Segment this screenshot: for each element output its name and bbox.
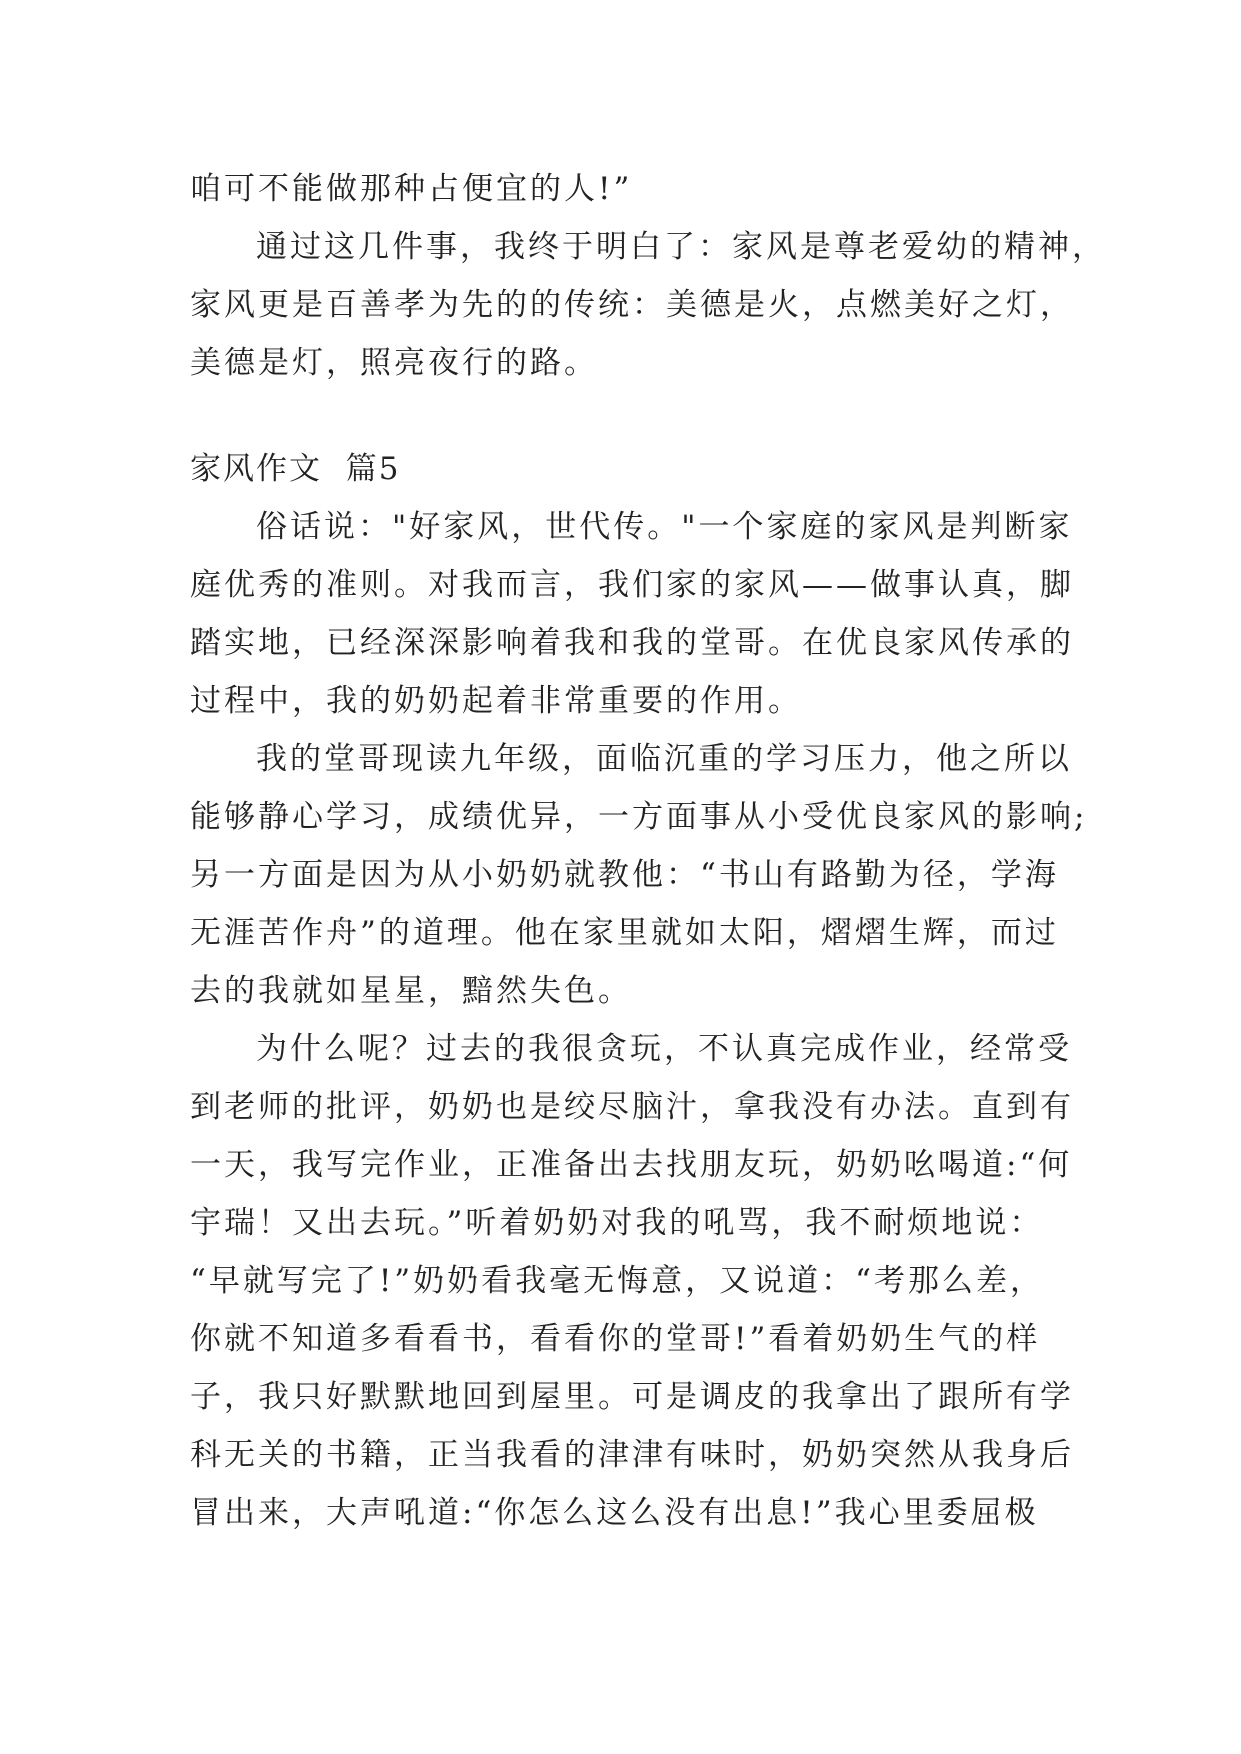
- paragraph-line: 美德是灯，照亮夜行的路。: [190, 345, 598, 381]
- paragraph-line: 能够静心学习，成绩优异，一方面事从小受优良家风的影响;: [190, 799, 1088, 835]
- paragraph-line: 科无关的书籍，正当我看的津津有味时，奶奶突然从我身后: [190, 1437, 1074, 1473]
- section-gap: [190, 392, 1060, 440]
- paragraph-line: 庭优秀的准则。对我而言，我们家的家风——做事认真，脚: [190, 567, 1074, 603]
- paragraph-line: 你就不知道多看看书，看看你的堂哥!”看着奶奶生气的样: [190, 1321, 1041, 1357]
- paragraph-line: 家风更是百善孝为先的的传统：美德是火，点燃美好之灯，: [190, 287, 1074, 323]
- paragraph-line: 到老师的批评，奶奶也是绞尽脑汁，拿我没有办法。直到有: [190, 1089, 1074, 1125]
- paragraph-line: 咱可不能做那种占便宜的人!”: [190, 171, 633, 207]
- paragraph-line: 一天，我写完作业，正准备出去找朋友玩，奶奶吆喝道:“何: [190, 1147, 1073, 1183]
- paragraph-line: “早就写完了!”奶奶看我毫无悔意，又说道：“考那么差，: [190, 1263, 1044, 1299]
- paragraph-line: 过程中，我的奶奶起着非常重要的作用。: [190, 683, 802, 719]
- paragraph-line: 为什么呢？过去的我很贪玩，不认真完成作业，经常受: [256, 1031, 1072, 1067]
- essay-section-5: [190, 440, 1088, 1542]
- paragraph-line: 去的我就如星星，黯然失色。: [190, 973, 632, 1009]
- paragraph-line: 宇瑞！又出去玩。”听着奶奶对我的吼骂，我不耐烦地说：: [190, 1205, 1044, 1241]
- paragraph-line: 我的堂哥现读九年级，面临沉重的学习压力，他之所以: [256, 741, 1072, 777]
- paragraph-line: 俗话说："好家风，世代传。"一个家庭的家风是判断家: [256, 509, 1073, 545]
- paragraph-line: 子，我只好默默地回到屋里。可是调皮的我拿出了跟所有学: [190, 1379, 1074, 1415]
- document-body: [190, 160, 1106, 1542]
- paragraph-line: 踏实地，已经深深影响着我和我的堂哥。在优良家风传承的: [190, 625, 1074, 661]
- paragraph-line: 冒出来，大声吼道:“你怎么这么没有出息!”我心里委屈极: [190, 1495, 1039, 1531]
- paragraph-line: 另一方面是因为从小奶奶就教他：“书山有路勤为径，学海: [190, 857, 1059, 893]
- paragraph-line: 通过这几件事，我终于明白了：家风是尊老爱幼的精神，: [256, 229, 1106, 265]
- section-heading: 家风作文 篇5: [190, 451, 401, 487]
- previous-essay-ending: [190, 160, 1106, 392]
- paragraph-line: 无涯苦作舟”的道理。他在家里就如太阳，熠熠生辉，而过: [190, 915, 1059, 951]
